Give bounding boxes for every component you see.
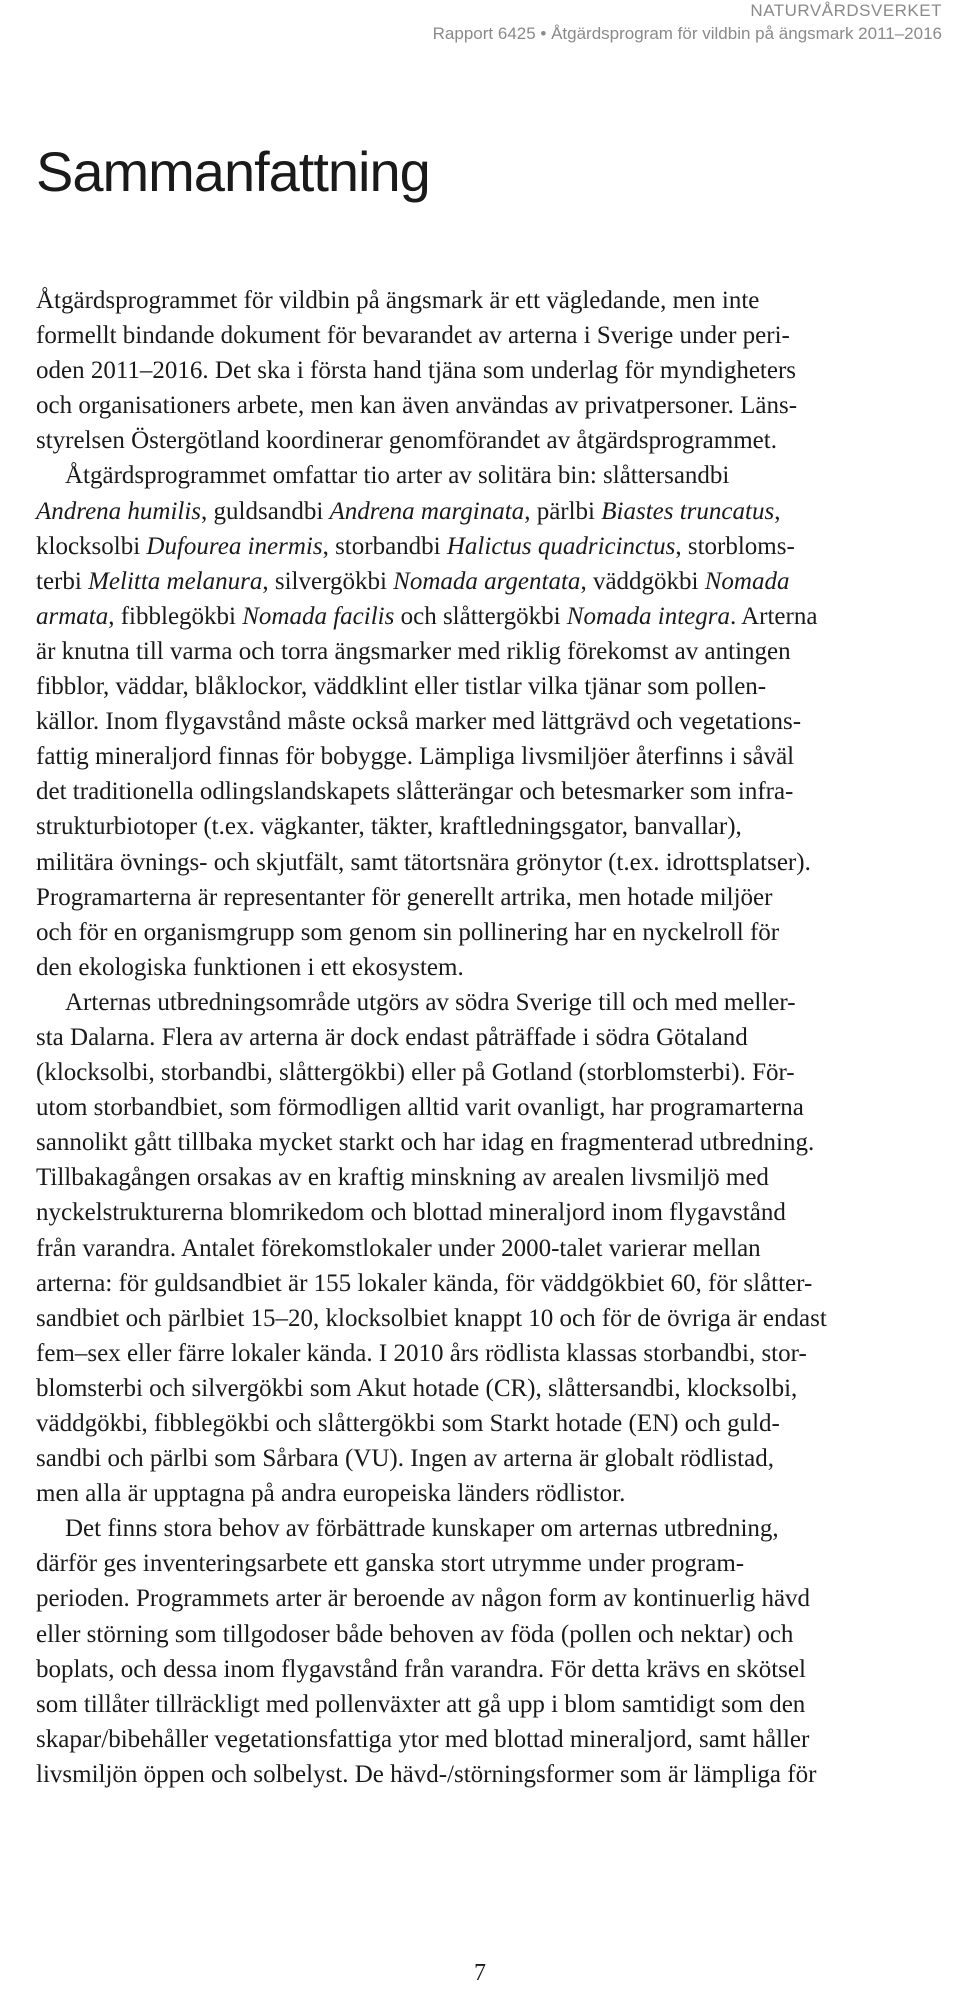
text-line: och organisationers arbete, men kan även användas av privatpersoner. Läns- — [36, 392, 798, 420]
text-line: Andrena humilis, guldsandbi Andrena marginata, pärlbi Biastes truncatus, — [36, 497, 781, 525]
text-line: fattig mineraljord finnas för bobygge. Lämpliga livsmiljöer återfinns i såväl — [36, 743, 795, 771]
text-line: är knutna till varma och torra ängsmarker med riklig förekomst av antingen — [36, 637, 791, 665]
text-line: Det finns stora behov av förbättrade kunskaper om arternas utbredning, — [65, 1515, 779, 1543]
text-line: arterna: för guldsandbiet är 155 lokaler kända, för väddgökbiet 60, för slåtter- — [36, 1269, 813, 1297]
text-line: blomsterbi och silvergökbi som Akut hotade (CR), slåttersandbi, klocksolbi, — [36, 1374, 798, 1402]
text-line: utom storbandbiet, som förmodligen alltid varit ovanligt, har programarterna — [36, 1094, 804, 1122]
text-line: som tillåter tillräckligt med pollenväxter att gå upp i blom samtidigt som den — [36, 1690, 806, 1718]
text-line: livsmiljön öppen och solbelyst. De hävd-/störningsformer som är lämpliga för — [36, 1760, 817, 1788]
text-line: armata, fibblegökbi Nomada facilis och slåttergökbi Nomada integra. Arterna — [36, 602, 818, 630]
text-line: sandbi och pärlbi som Sårbara (VU). Ingen av arterna är globalt rödlistad, — [36, 1445, 774, 1473]
text-line: sta Dalarna. Flera av arterna är dock endast påträffade i södra Götaland — [36, 1023, 748, 1051]
text-line: Tillbakagången orsakas av en kraftig minskning av arealen livsmiljö med — [36, 1164, 769, 1192]
text-line: sandbiet och pärlbiet 15–20, klocksolbiet knappt 10 och för de övriga är endast — [36, 1304, 827, 1332]
text-line: fibblor, väddar, blåklockor, väddklint eller tistlar vilka tjänar som pollen- — [36, 673, 767, 701]
text-line: boplats, och dessa inom flygavstånd från varandra. För detta krävs en skötsel — [36, 1655, 806, 1683]
text-line: (klocksolbi, storbandbi, slåttergökbi) eller på Gotland (storblomsterbi). För- — [36, 1059, 795, 1087]
text-line: men alla är upptagna på andra europeiska länders rödlistor. — [36, 1480, 626, 1508]
text-line: fem–sex eller färre lokaler kända. I 2010 års rödlista klassas storbandbi, stor- — [36, 1339, 807, 1367]
text-line: strukturbiotoper (t.ex. vägkanter, täkter, kraftledningsgator, banvallar), — [36, 813, 742, 841]
text-line: klocksolbi Dufourea inermis, storbandbi Halictus quadricinctus, storbloms- — [36, 532, 795, 560]
text-line: källor. Inom flygavstånd måste också marker med lättgrävd och vegetations- — [36, 708, 802, 736]
text-line: eller störning som tillgodoser både behoven av föda (pollen och nektar) och — [36, 1620, 794, 1648]
text-line: oden 2011–2016. Det ska i första hand tjäna som underlag för myndigheters — [36, 357, 797, 385]
report-title: Rapport 6425 • Åtgärdsprogram för vildbin på ängsmark 2011–2016 — [432, 24, 942, 43]
text-line: sannolikt gått tillbaka mycket starkt och har idag en fragmenterad utbredning. — [36, 1129, 815, 1157]
text-line: Programarterna är representanter för generellt artrika, men hotade miljöer — [36, 883, 773, 911]
text-line: perioden. Programmets arter är beroende av någon form av kontinuerlig hävd — [36, 1585, 811, 1613]
text-line: formellt bindande dokument för bevarandet av arterna i Sverige under peri- — [36, 322, 790, 350]
text-line: militära övnings- och skjutfält, samt tätortsnära grönytor (t.ex. idrottsplatser). — [36, 848, 811, 876]
text-line: den ekologiska funktionen i ett ekosystem. — [36, 953, 464, 981]
text-line: och för en organismgrupp som genom sin pollinering har en nyckelroll för — [36, 918, 780, 946]
text-line: därför ges inventeringsarbete ett ganska stort utrymme under program- — [36, 1550, 745, 1578]
text-line: väddgökbi, fibblegökbi och slåttergökbi som Starkt hotade (EN) och guld- — [36, 1410, 780, 1437]
text-line: Arternas utbredningsområde utgörs av södra Sverige till och med meller- — [65, 988, 796, 1016]
text-line: Åtgärdsprogrammet för vildbin på ängsmark är ett vägledande, men inte — [36, 287, 760, 314]
text-line: skapar/bibehåller vegetationsfattiga ytor med blottad mineraljord, samt håller — [36, 1725, 810, 1753]
text-line: från varandra. Antalet förekomstlokaler under 2000-talet varierar mellan — [36, 1234, 761, 1262]
page-header — [433, 0, 942, 46]
text-line: nyckelstrukturerna blomrikedom och blottad mineraljord inom flygavstånd — [36, 1199, 786, 1227]
body-text — [36, 283, 960, 1792]
text-line: terbi Melitta melanura, silvergökbi Nomada argentata, väddgökbi Nomada — [36, 567, 790, 595]
section-title: Sammanfattning — [36, 140, 430, 203]
text-line: styrelsen Östergötland koordinerar genomförandet av åtgärdsprogrammet. — [36, 427, 777, 455]
page-number: 7 — [474, 1960, 486, 1986]
text-line: Åtgärdsprogrammet omfattar tio arter av solitära bin: slåttersandbi — [65, 462, 730, 490]
text-line: det traditionella odlingslandskapets slåtterängar och betesmarker som infra- — [36, 778, 794, 806]
publisher-name: NATURVÅRDSVERKET — [750, 1, 942, 20]
